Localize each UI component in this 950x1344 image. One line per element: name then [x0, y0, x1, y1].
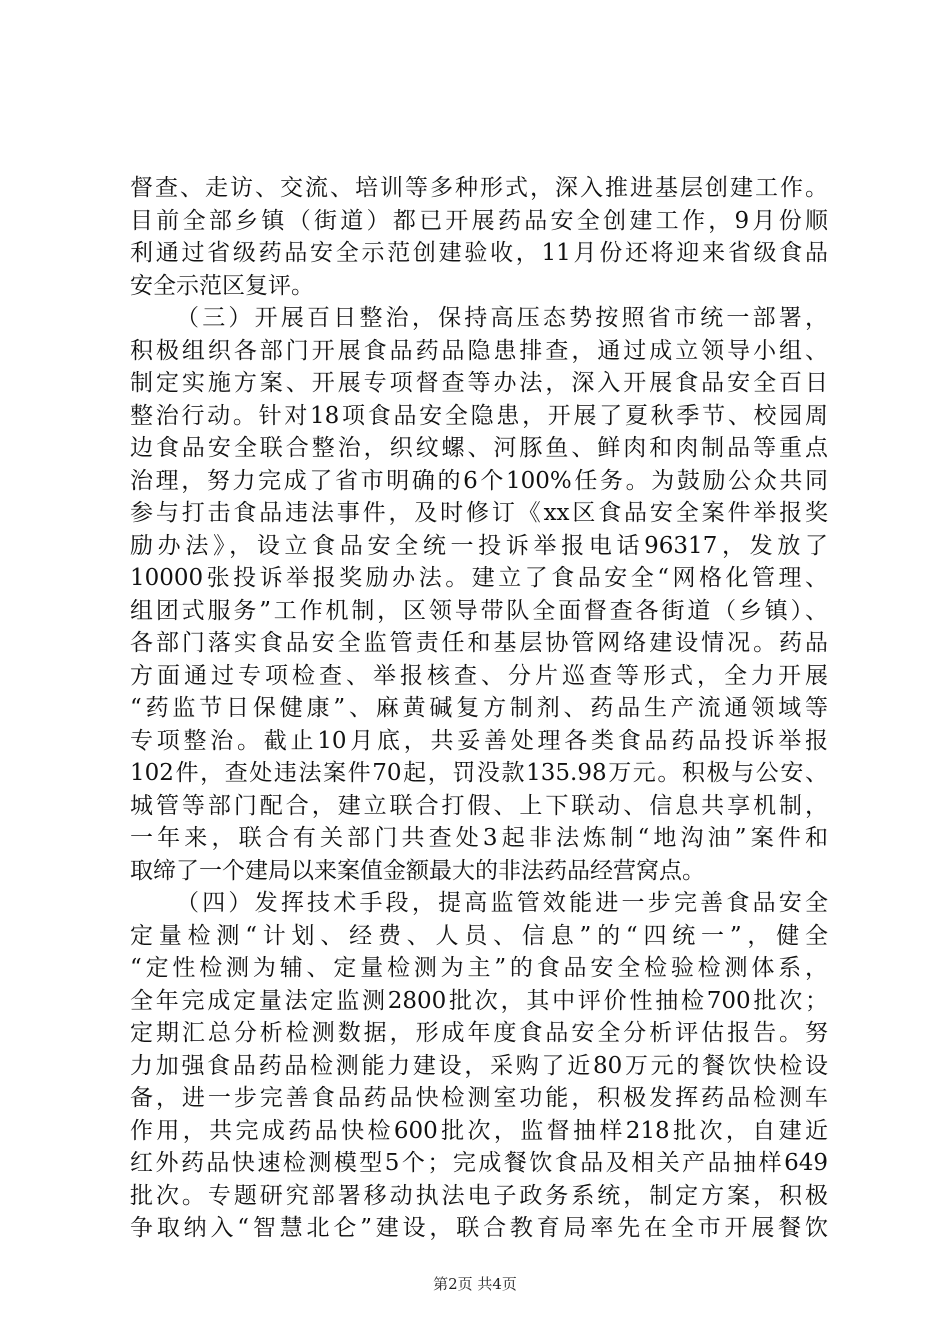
- text-line: 积极组织各部门开展食品药品隐患排查，通过成立领导小组、: [130, 337, 828, 364]
- text-line: “药监节日保健康”、麻黄碱复方制剂、药品生产流通领域等: [130, 695, 828, 721]
- text-line: 制定实施方案、开展专项督查等办法，深入开展食品安全百日: [130, 370, 828, 396]
- text-line: 专项整治。截止10月底，共妥善处理各类食品药品投诉举报: [130, 727, 828, 754]
- text-line: 边食品安全联合整治，织纹螺、河豚鱼、鲜肉和肉制品等重点: [130, 435, 828, 461]
- document-body: [130, 172, 828, 1245]
- text-line: 方面通过专项检查、举报核查、分片巡查等形式，全力开展: [130, 662, 828, 689]
- text-line: 整治行动。针对18项食品安全隐患，开展了夏秋季节、校园周: [130, 402, 828, 429]
- text-line: 力加强食品药品检测能力建设，采购了近80万元的餐饮快检设: [130, 1052, 828, 1079]
- section-heading-line: （四）发挥技术手段，提高监管效能进一步完善食品安全: [176, 890, 828, 916]
- text-line: 10000张投诉举报奖励办法。建立了食品安全“网格化管理、: [130, 565, 828, 591]
- text-line: 参与打击食品违法事件，及时修订《xx区食品安全案件举报奖: [130, 500, 828, 526]
- text-line: 取缔了一个建局以来案值金额最大的非法药品经营窝点。: [130, 857, 705, 884]
- text-line: 102件，查处违法案件70起，罚没款135.98万元。积极与公安、: [130, 760, 828, 786]
- text-line: 红外药品快速检测模型5个；完成餐饮食品及相关产品抽样649: [130, 1150, 828, 1176]
- text-line: 定期汇总分析检测数据，形成年度食品安全分析评估报告。努: [130, 1020, 828, 1046]
- text-line: 各部门落实食品安全监管责任和基层协管网络建设情况。药品: [130, 630, 828, 656]
- page-number-footer: 第2页 共4页: [433, 1275, 517, 1293]
- text-line: 批次。专题研究部署移动执法电子政务系统，制定方案，积极: [130, 1182, 828, 1209]
- text-line: 备，进一步完善食品药品快检测室功能，积极发挥药品检测车: [130, 1085, 828, 1111]
- text-line: 全年完成定量法定监测2800批次，其中评价性抽检700批次；: [130, 987, 828, 1014]
- text-line: 安全示范区复评。: [130, 272, 314, 299]
- text-line: 一年来，联合有关部门共查处3起非法炼制“地沟油”案件和: [130, 825, 828, 851]
- section-heading-line: （三）开展百日整治，保持高压态势按照省市统一部署，: [176, 305, 828, 331]
- text-line: 作用，共完成药品快检600批次，监督抽样218批次，自建近: [130, 1117, 828, 1144]
- text-line: 利通过省级药品安全示范创建验收，11月份还将迎来省级食品: [130, 240, 828, 266]
- text-line: 目前全部乡镇（街道）都已开展药品安全创建工作，9月份顺: [130, 207, 828, 234]
- text-line: 城管等部门配合，建立联合打假、上下联动、信息共享机制，: [130, 792, 828, 819]
- text-line: 争取纳入“智慧北仑”建设，联合教育局率先在全市开展餐饮: [130, 1215, 828, 1241]
- text-line: “定性检测为辅、定量检测为主”的食品安全检验检测体系，: [130, 955, 828, 981]
- text-line: 定量检测“计划、经费、人员、信息”的“四统一”，健全: [130, 922, 828, 949]
- text-line: 治理，努力完成了省市明确的6个100%任务。为鼓励公众共同: [130, 467, 828, 494]
- text-line: 督查、走访、交流、培训等多种形式，深入推进基层创建工作。: [130, 175, 828, 201]
- text-line: 励办法》，设立食品安全统一投诉举报电话96317，发放了: [130, 532, 828, 559]
- text-line: 组团式服务”工作机制，区领导带队全面督查各街道（乡镇）、: [130, 597, 828, 624]
